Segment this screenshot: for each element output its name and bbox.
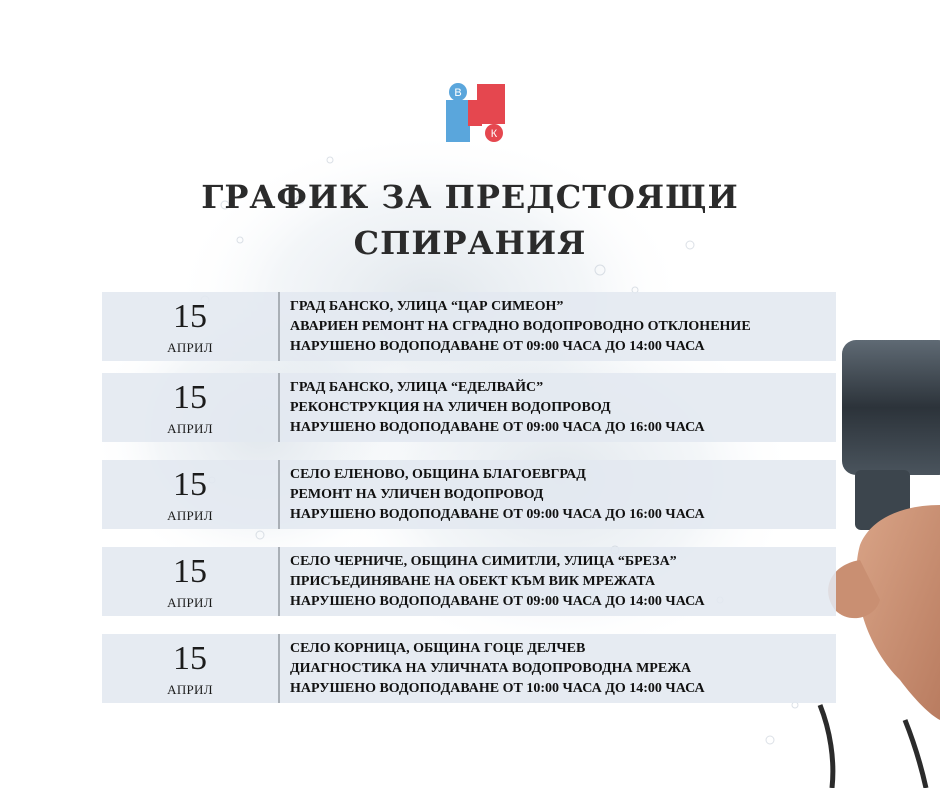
date-month: АПРИЛ xyxy=(167,340,213,355)
date-cell xyxy=(102,460,280,529)
date-day: 15 xyxy=(173,640,207,677)
outage-details xyxy=(290,552,830,612)
date-month: АПРИЛ xyxy=(167,682,213,697)
title-line-1: ГРАФИК ЗА ПРЕДСТОЯЩИ xyxy=(201,178,739,216)
outage-row xyxy=(102,634,836,703)
page-title xyxy=(0,174,940,266)
outage-time: НАРУШЕНО ВОДОПОДАВАНЕ ОТ 09:00 ЧАСА ДО 16:00 ЧАСА xyxy=(290,507,705,522)
date-month: АПРИЛ xyxy=(167,508,213,523)
outage-location: ГРАД БАНСКО, УЛИЦА “ЦАР СИМЕОН” xyxy=(290,299,564,314)
outage-details xyxy=(290,465,830,525)
outage-work: АВАРИЕН РЕМОНТ НА СГРАДНО ВОДОПРОВОДНО ОТКЛОНЕНИЕ xyxy=(290,319,751,334)
outage-row xyxy=(102,373,836,442)
vik-logo xyxy=(444,82,508,144)
outage-row xyxy=(102,460,836,529)
date-cell xyxy=(102,292,280,361)
outage-time: НАРУШЕНО ВОДОПОДАВАНЕ ОТ 09:00 ЧАСА ДО 16:00 ЧАСА xyxy=(290,420,705,435)
date-day: 15 xyxy=(173,379,207,416)
outage-location: СЕЛО КОРНИЦА, ОБЩИНА ГОЦЕ ДЕЛЧЕВ xyxy=(290,641,586,656)
logo-letter-v: В xyxy=(454,87,462,99)
outage-location: ГРАД БАНСКО, УЛИЦА “ЕДЕЛВАЙС” xyxy=(290,380,544,395)
date-month: АПРИЛ xyxy=(167,595,213,610)
date-cell xyxy=(102,547,280,616)
date-day: 15 xyxy=(173,466,207,503)
outage-row xyxy=(102,547,836,616)
outage-time: НАРУШЕНО ВОДОПОДАВАНЕ ОТ 09:00 ЧАСА ДО 14:00 ЧАСА xyxy=(290,339,705,354)
date-day: 15 xyxy=(173,553,207,590)
outage-time: НАРУШЕНО ВОДОПОДАВАНЕ ОТ 10:00 ЧАСА ДО 14:00 ЧАСА xyxy=(290,681,705,696)
outage-work: РЕМОНТ НА УЛИЧЕН ВОДОПРОВОД xyxy=(290,487,544,502)
date-cell xyxy=(102,634,280,703)
outage-work: ДИАГНОСТИКА НА УЛИЧНАТА ВОДОПРОВОДНА МРЕЖА xyxy=(290,661,692,676)
outage-location: СЕЛО ЧЕРНИЧЕ, ОБЩИНА СИМИТЛИ, УЛИЦА “БРЕЗА” xyxy=(290,554,677,569)
outage-details xyxy=(290,378,830,438)
outage-work: ПРИСЪЕДИНЯВАНЕ НА ОБЕКТ КЪМ ВИК МРЕЖАТА xyxy=(290,574,656,589)
outage-location: СЕЛО ЕЛЕНОВО, ОБЩИНА БЛАГОЕВГРАД xyxy=(290,467,586,482)
logo-letter-k: К xyxy=(490,128,498,140)
date-cell xyxy=(102,373,280,442)
outage-details xyxy=(290,297,830,357)
outage-time: НАРУШЕНО ВОДОПОДАВАНЕ ОТ 09:00 ЧАСА ДО 14:00 ЧАСА xyxy=(290,594,705,609)
date-month: АПРИЛ xyxy=(167,421,213,436)
date-day: 15 xyxy=(173,298,207,335)
outage-row xyxy=(102,292,836,361)
outage-details xyxy=(290,639,830,699)
title-line-2: СПИРАНИЯ xyxy=(353,224,587,262)
outage-work: РЕКОНСТРУКЦИЯ НА УЛИЧЕН ВОДОПРОВОД xyxy=(290,400,611,415)
